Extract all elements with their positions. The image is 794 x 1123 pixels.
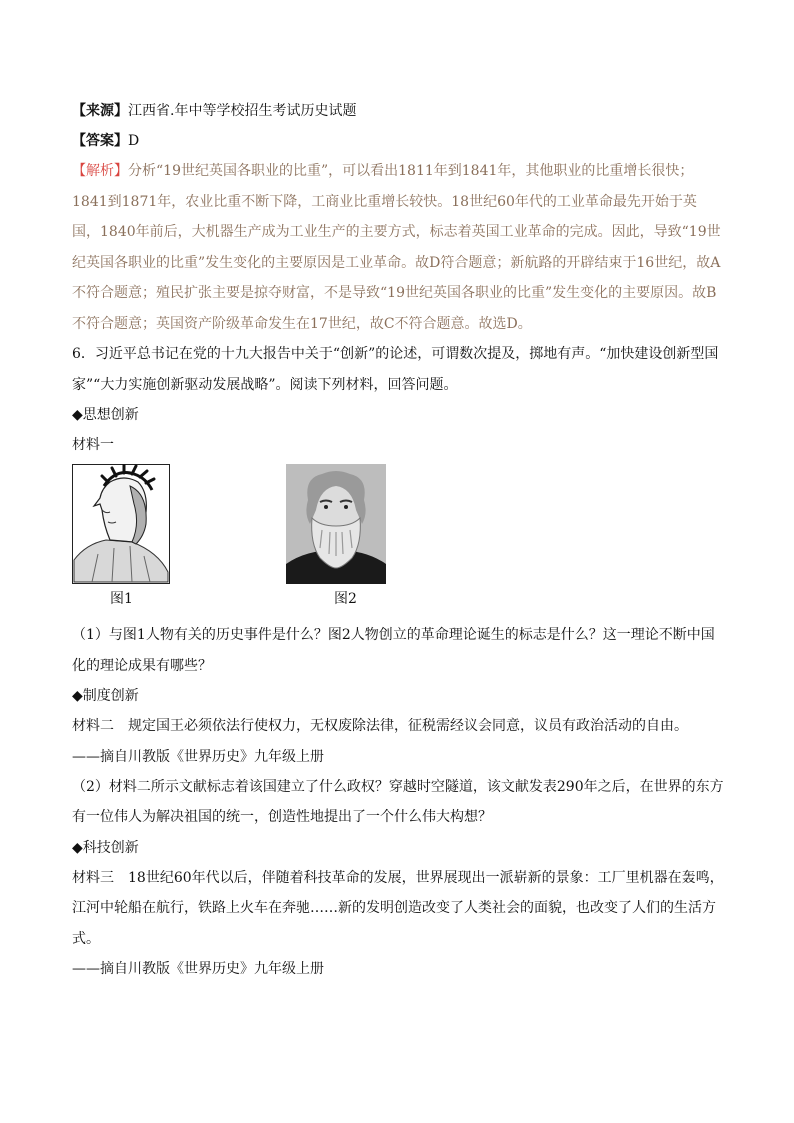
figure-row bbox=[72, 464, 724, 616]
figure-2-caption: 图2 bbox=[334, 591, 357, 607]
material-2-text: 材料二 规定国王必须依法行使权力，无权废除法律，征税需经议会同意，议员有政治活动的自由。 bbox=[72, 718, 688, 734]
question-6-1: （1）与图1人物有关的历史事件是什么？图2人物创立的革命理论诞生的标志是什么？这一理论不断中国化的理论成果有哪些？ bbox=[72, 627, 715, 674]
source-label: 【来源】 bbox=[72, 103, 128, 119]
figure-2-marx-portrait bbox=[286, 464, 386, 584]
analysis-text: 分析“19世纪英国各职业的比重”，可以看出1811年到1841年，其他职业的比重增长很快；1841到1871年，农业比重不断下降，工商业比重增长较快。18世纪60年代的工业革命最先开始于英国，1840年前后，大机器生产成为工业生产的主要方式，标志着英国工业革命的完成。因此，导致“19世纪英国各职业的比重”发生变化的主要原因是工业革命。故D符合题意；新航路的开辟结束于16世纪，故A不符合题意；殖民扩张主要是掠夺财富，不是导致“19世纪英国各职业的比重”发生变化的主要原因。故B不符合题意；英国资产阶级革命发生在17世纪，故C不符合题意。故选D。 bbox=[72, 163, 721, 332]
figure-1-dante-portrait bbox=[72, 464, 170, 584]
section-system-innovation: ◆制度创新 bbox=[72, 688, 139, 704]
source-text: 江西省.年中等学校招生考试历史试题 bbox=[128, 103, 357, 119]
section-thought-innovation: ◆思想创新 bbox=[72, 407, 139, 423]
material-3-source: ——摘自川教版《世界历史》九年级上册 bbox=[72, 961, 324, 977]
material-2-source: ——摘自川教版《世界历史》九年级上册 bbox=[72, 748, 324, 765]
material-1-label: 材料一 bbox=[72, 437, 114, 453]
answer-text: D bbox=[128, 133, 140, 149]
answer-label: 【答案】 bbox=[72, 133, 128, 149]
question-6-intro: 6．习近平总书记在党的十九大报告中关于“创新”的论述，可谓数次提及，掷地有声。“加快建设创新型国家”“大力实施创新驱动发展战略”。阅读下列材料，回答问题。 bbox=[72, 346, 719, 393]
figure-1-caption: 图1 bbox=[110, 591, 133, 607]
document-page bbox=[72, 96, 724, 984]
section-tech-innovation: ◆科技创新 bbox=[72, 839, 139, 856]
answer-line bbox=[72, 126, 724, 156]
analysis-paragraph bbox=[72, 156, 724, 339]
question-6-2: （2）材料二所示文献标志着该国建立了什么政权？穿越时空隧道，该文献发表290年之后，在世界的东方有一位伟人为解决祖国的统一，创造性地提出了一个什么伟大构想？ bbox=[72, 778, 724, 825]
analysis-label: 【解析】 bbox=[72, 163, 128, 179]
source-line bbox=[72, 96, 724, 126]
material-3-text: 材料三 18世纪60年代以后，伴随着科技革命的发展，世界展现出一派崭新的景象：工厂里机器在轰鸣，江河中轮船在航行，铁路上火车在奔驰……新的发明创造改变了人类社会的面貌，也改变了人们的生活方式。 bbox=[72, 869, 724, 947]
